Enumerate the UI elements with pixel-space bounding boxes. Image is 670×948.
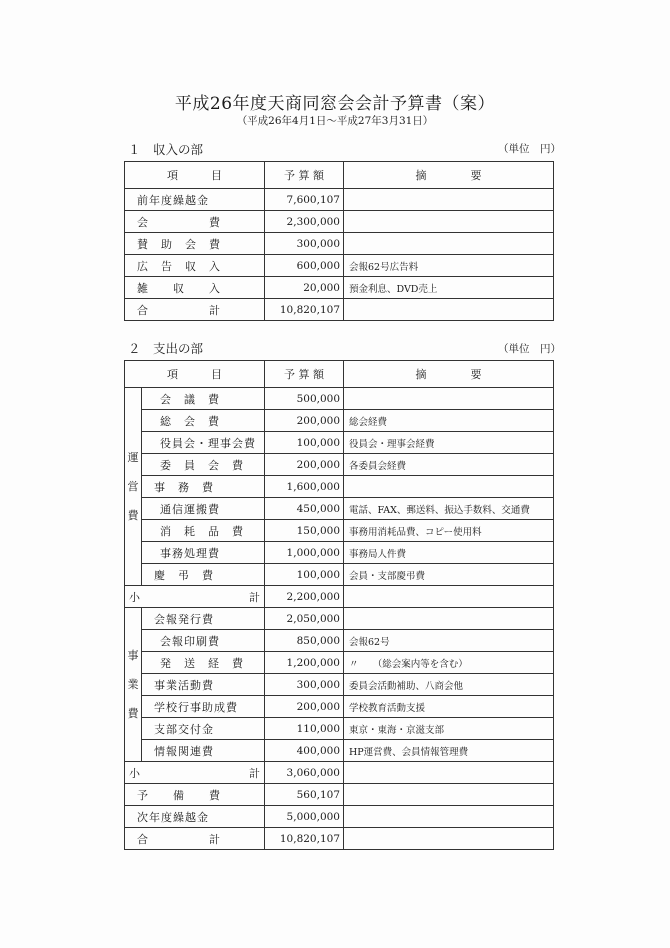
subtotal-label-right: 計 [249,590,260,604]
income-unit-label: （単位 円） [498,143,561,155]
note-text [344,828,554,850]
item-label: 雑 収 入 [125,277,265,299]
expense-row [125,520,554,542]
income-header-row [125,162,554,189]
note-text: 総会経費 [344,410,554,432]
expense-row [125,828,554,850]
header-item: 項 目 [125,162,265,189]
expense-row [125,784,554,806]
note-text [344,211,554,233]
note-text [344,476,554,498]
expense-row [125,542,554,564]
note-text: 預金利息、DVD売上 [344,277,554,299]
category-label-jigyo [125,608,142,762]
expense-row [125,564,554,586]
expense-row [125,674,554,696]
category-char: 費 [127,707,139,720]
header-note: 摘 要 [344,162,554,189]
amount-value: 200,000 [265,454,344,476]
item-label: 支部交付金 [142,718,265,740]
income-table [124,161,554,321]
income-row [125,299,554,321]
category-label-unei [125,388,142,586]
note-text [344,299,554,321]
amount-value: 150,000 [265,520,344,542]
expense-row [125,410,554,432]
amount-value: 850,000 [265,630,344,652]
note-text [344,806,554,828]
amount-value: 400,000 [265,740,344,762]
item-label: 事業活動費 [142,674,265,696]
expense-row [125,454,554,476]
subtotal-label [125,586,265,608]
amount-value: 1,000,000 [265,542,344,564]
item-label: 委 員 会 費 [142,454,265,476]
expense-unit-label: （単位 円） [498,343,561,355]
note-text: 事務用消耗品費、コピー使用料 [344,520,554,542]
amount-value: 1,200,000 [265,652,344,674]
amount-value: 200,000 [265,696,344,718]
amount-value: 500,000 [265,388,344,410]
amount-value: 2,300,000 [265,211,344,233]
expense-table [124,360,554,850]
income-row [125,255,554,277]
amount-value: 2,050,000 [265,608,344,630]
amount-value: 560,107 [265,784,344,806]
note-text: HP運営費、会員情報管理費 [344,740,554,762]
note-text [344,784,554,806]
subtotal-label-right: 計 [249,766,260,780]
category-char: 費 [127,509,139,522]
item-label: 会報発行費 [142,608,265,630]
item-label: 発 送 経 費 [142,652,265,674]
expense-row [125,652,554,674]
page-title: 平成26年度天商同窓会会計予算書（案） [174,94,496,114]
header-amount: 予 算 額 [265,162,344,189]
income-section-heading: １ 収入の部 [128,142,204,157]
item-label: 予 備 費 [125,784,265,806]
expense-row [125,608,554,630]
note-text: 会員・支部慶弔費 [344,564,554,586]
category-char: 事 [127,649,139,662]
expense-row [125,476,554,498]
note-text: 〃 （総会案内等を含む） [344,652,554,674]
note-text: 電話、FAX、郵送料、振込手数料、交通費 [344,498,554,520]
item-label: 会 議 費 [142,388,265,410]
expense-header-row [125,361,554,388]
category-char: 運 [127,451,139,464]
income-row [125,233,554,255]
note-text: 各委員会経費 [344,454,554,476]
item-label: 情報関連費 [142,740,265,762]
category-char: 営 [127,480,139,493]
note-text: 会報62号広告料 [344,255,554,277]
header-item: 項 目 [125,361,265,388]
subtotal-amount: 3,060,000 [265,762,344,784]
note-text [344,762,554,784]
amount-value: 200,000 [265,410,344,432]
income-row [125,189,554,211]
amount-value: 1,600,000 [265,476,344,498]
item-label: 合 計 [125,828,265,850]
income-row [125,277,554,299]
expense-row [125,388,554,410]
fiscal-period: （平成26年4月1日～平成27年3月31日） [236,115,434,127]
expense-row [125,498,554,520]
amount-value: 20,000 [265,277,344,299]
item-label: 役員会・理事会費 [142,432,265,454]
item-label: 学校行事助成費 [142,696,265,718]
subtotal-label [125,762,265,784]
note-text [344,388,554,410]
note-text: 委員会活動補助、八商会他 [344,674,554,696]
item-label: 賛 助 会 費 [125,233,265,255]
amount-value: 450,000 [265,498,344,520]
header-amount: 予 算 額 [265,361,344,388]
item-label: 慶 弔 費 [142,564,265,586]
note-text: 学校教育活動支援 [344,696,554,718]
item-label: 事 務 費 [142,476,265,498]
subtotal-label-left: 小 [129,590,140,604]
note-text: 役員会・理事会経費 [344,432,554,454]
item-label: 総 会 費 [142,410,265,432]
note-text: 会報62号 [344,630,554,652]
item-label: 会報印刷費 [142,630,265,652]
note-text [344,189,554,211]
item-label: 事務処理費 [142,542,265,564]
amount-value: 600,000 [265,255,344,277]
amount-value: 110,000 [265,718,344,740]
item-label: 広 告 収 入 [125,255,265,277]
amount-value: 7,600,107 [265,189,344,211]
amount-value: 100,000 [265,432,344,454]
amount-value: 300,000 [265,233,344,255]
item-label: 通信運搬費 [142,498,265,520]
item-label: 消 耗 品 費 [142,520,265,542]
note-text: 事務局人件費 [344,542,554,564]
amount-value: 5,000,000 [265,806,344,828]
category-char: 業 [127,678,139,691]
note-text: 東京・東海・京滋支部 [344,718,554,740]
item-label: 前年度繰越金 [125,189,265,211]
expense-row [125,696,554,718]
income-row [125,211,554,233]
subtotal-row [125,586,554,608]
note-text [344,233,554,255]
item-label: 次年度繰越金 [125,806,265,828]
subtotal-label-left: 小 [129,766,140,780]
expense-row [125,806,554,828]
header-note: 摘 要 [344,361,554,388]
note-text [344,608,554,630]
subtotal-row [125,762,554,784]
expense-row [125,718,554,740]
subtotal-amount: 2,200,000 [265,586,344,608]
amount-value: 10,820,107 [265,299,344,321]
note-text [344,586,554,608]
item-label: 合 計 [125,299,265,321]
expense-row [125,630,554,652]
expense-row [125,432,554,454]
expense-section-heading: ２ 支出の部 [128,341,204,356]
amount-value: 100,000 [265,564,344,586]
expense-row [125,740,554,762]
item-label: 会 費 [125,211,265,233]
amount-value: 300,000 [265,674,344,696]
amount-value: 10,820,107 [265,828,344,850]
